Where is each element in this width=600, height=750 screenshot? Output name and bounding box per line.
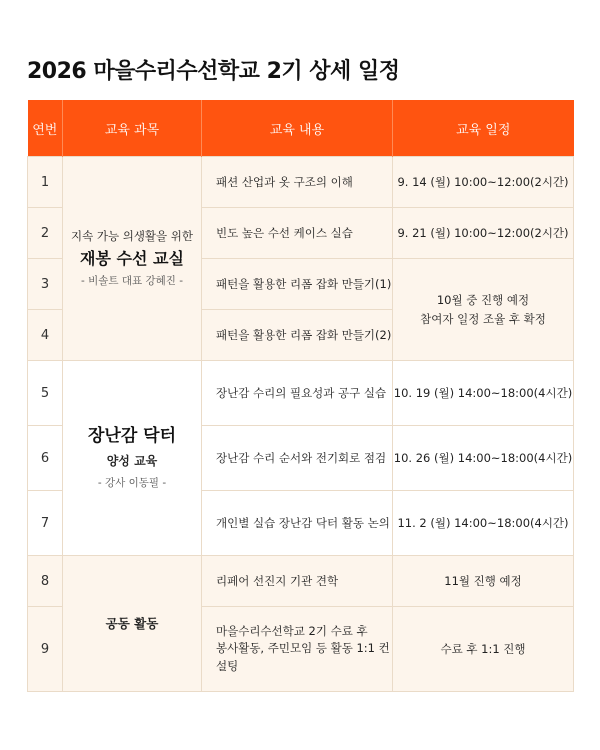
header-subject: 교육 과목 — [63, 100, 202, 157]
row-schedule-merged — [393, 259, 574, 361]
page-title: 2026 마을수리수선학교 2기 상세 일정 — [27, 59, 400, 84]
row-content: 장난감 수리 순서와 전기회로 점검 — [202, 426, 393, 491]
table-row — [28, 556, 574, 607]
row-content-line: 봉사활동, 주민모임 등 활동 1:1 컨설팅 — [216, 641, 390, 673]
subject-toy-doctor — [63, 361, 202, 556]
row-number: 3 — [28, 259, 63, 310]
subject-sewing-title: 재봉 수선 교실 — [80, 249, 184, 268]
row-content-line: 마을수리수선학교 2기 수료 후 — [216, 624, 368, 639]
subject-sewing-top: 지속 가능 의생활을 위한 — [70, 228, 194, 243]
merged-schedule-line: 참여자 일정 조율 후 확정 — [420, 311, 546, 326]
row-number: 7 — [28, 491, 63, 556]
row-number: 9 — [28, 607, 63, 692]
row-content: 패션 산업과 옷 구조의 이해 — [202, 157, 393, 208]
header-schedule: 교육 일정 — [393, 100, 574, 157]
table-row — [28, 361, 574, 426]
merged-schedule-line: 10월 중 진행 예정 — [436, 293, 530, 308]
row-schedule: 9. 14 (월) 10:00~12:00(2시간) — [393, 157, 574, 208]
subject-joint-activity — [63, 556, 202, 692]
row-schedule: 10. 19 (월) 14:00~18:00(4시간) — [393, 361, 574, 426]
row-schedule: 11월 진행 예정 — [393, 556, 574, 607]
row-number: 1 — [28, 157, 63, 208]
header-number: 연번 — [28, 100, 63, 157]
subject-toy-subtitle: 양성 교육 — [106, 454, 158, 469]
subject-toy-instructor: - 강사 이동필 - — [97, 476, 167, 489]
row-content — [202, 607, 393, 692]
row-schedule: 11. 2 (월) 14:00~18:00(4시간) — [393, 491, 574, 556]
header-content: 교육 내용 — [202, 100, 393, 157]
schedule-table — [27, 100, 574, 692]
row-schedule: 9. 21 (월) 10:00~12:00(2시간) — [393, 208, 574, 259]
table-row — [28, 157, 574, 208]
row-content: 패턴을 활용한 리폼 잡화 만들기(1) — [202, 259, 393, 310]
row-content: 리페어 선진지 기관 견학 — [202, 556, 393, 607]
row-content: 개인별 실습 장난감 닥터 활동 논의 — [202, 491, 393, 556]
subject-sewing-instructor: - 비솔트 대표 강혜진 - — [80, 275, 184, 288]
row-number: 5 — [28, 361, 63, 426]
subject-joint-title: 공동 활동 — [105, 615, 159, 631]
row-number: 8 — [28, 556, 63, 607]
row-number: 2 — [28, 208, 63, 259]
row-content: 장난감 수리의 필요성과 공구 실습 — [202, 361, 393, 426]
row-content: 패턴을 활용한 리폼 잡화 만들기(2) — [202, 310, 393, 361]
row-number: 4 — [28, 310, 63, 361]
row-schedule: 10. 26 (월) 14:00~18:00(4시간) — [393, 426, 574, 491]
subject-toy-title: 장난감 닥터 — [87, 426, 177, 447]
table-header-row — [28, 100, 574, 157]
row-schedule: 수료 후 1:1 진행 — [393, 607, 574, 692]
subject-sewing — [63, 157, 202, 361]
row-content: 빈도 높은 수선 케이스 실습 — [202, 208, 393, 259]
row-number: 6 — [28, 426, 63, 491]
